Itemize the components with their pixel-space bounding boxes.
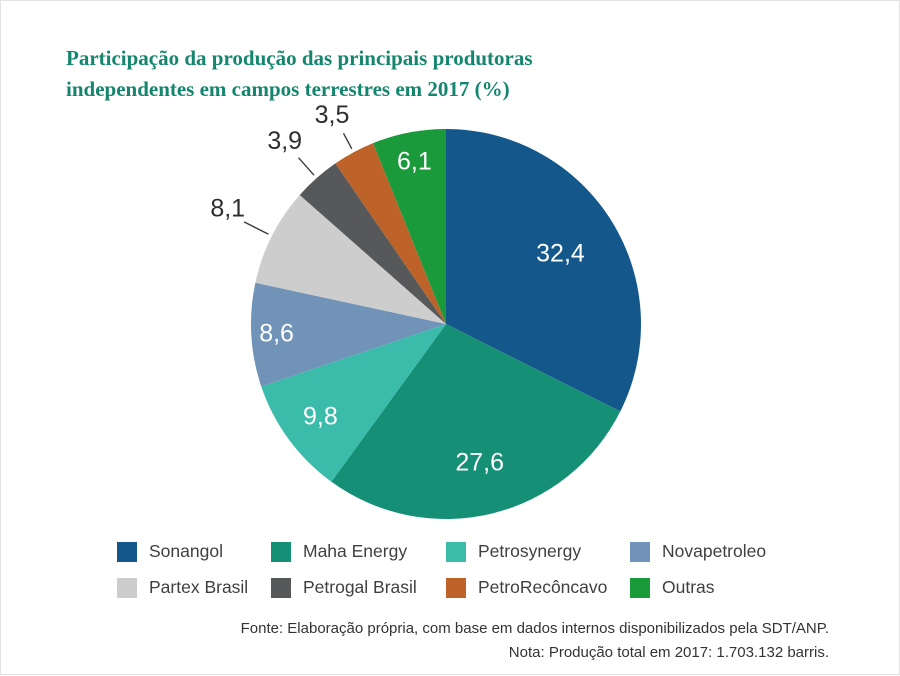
legend-item-petrogal-brasil [271, 577, 446, 598]
legend-label-sonangol: Sonangol [149, 541, 223, 561]
legend-swatch-novapetroleo [630, 542, 650, 562]
legend-swatch-petrosynergy [446, 542, 466, 562]
leader-line-partex-brasil [244, 222, 268, 234]
chart-footer [241, 617, 829, 665]
legend-item-petrosynergy [446, 541, 630, 562]
legend-label-petrosynergy: Petrosynergy [478, 541, 582, 561]
legend-item-partex-brasil [117, 577, 271, 598]
legend-label-maha-energy: Maha Energy [303, 541, 408, 561]
legend-swatch-petroreco-ncavo [446, 578, 466, 598]
legend-swatch-petrogal-brasil [271, 578, 291, 598]
legend-label-petrogal-brasil: Petrogal Brasil [303, 577, 417, 597]
legend-label-novapetroleo: Novapetroleo [662, 541, 767, 561]
legend-label-petroreco-ncavo: PetroRecôncavo [478, 577, 608, 597]
slice-label-petrosynergy: 9,8 [303, 402, 338, 431]
chart-title-line2: independentes em campos terrestres em 2017 (%) [66, 77, 510, 101]
slice-label-novapetroleo: 8,6 [259, 319, 294, 348]
leader-line-petroreco-ncavo [344, 133, 352, 149]
slice-label-sonangol: 32,4 [536, 239, 585, 268]
legend-swatch-outras [630, 578, 650, 598]
legend-item-petroreco-ncavo [446, 577, 630, 598]
slice-label-partex-brasil: 8,1 [210, 194, 246, 223]
legend-item-maha-energy [271, 541, 446, 562]
legend-item-outras [630, 577, 766, 598]
slice-label-petroreco-ncavo: 3,5 [314, 101, 350, 129]
legend-swatch-maha-energy [271, 542, 291, 562]
legend-swatch-sonangol [117, 542, 137, 562]
slice-label-maha-energy: 27,6 [455, 448, 505, 477]
chart-title-line1: Participação da produção das principais produtoras [66, 46, 533, 70]
legend-item-novapetroleo [630, 541, 766, 562]
footer-fonte: Fonte: Elaboração própria, com base em dados internos disponibilizados pela SDT/ANP. [240, 620, 829, 637]
legend-swatch-partex-brasil [117, 578, 137, 598]
slice-label-outras: 6,1 [397, 147, 432, 176]
legend-label-partex-brasil: Partex Brasil [149, 577, 249, 597]
slice-label-petrogal-brasil: 3,9 [267, 127, 303, 155]
leader-line-petrogal-brasil [299, 158, 315, 176]
footer-nota: Nota: Produção total em 2017: 1.703.132 barris. [508, 644, 829, 661]
legend-item-sonangol [117, 541, 271, 562]
chart-legend [117, 541, 766, 598]
legend-label-outras: Outras [662, 577, 715, 597]
